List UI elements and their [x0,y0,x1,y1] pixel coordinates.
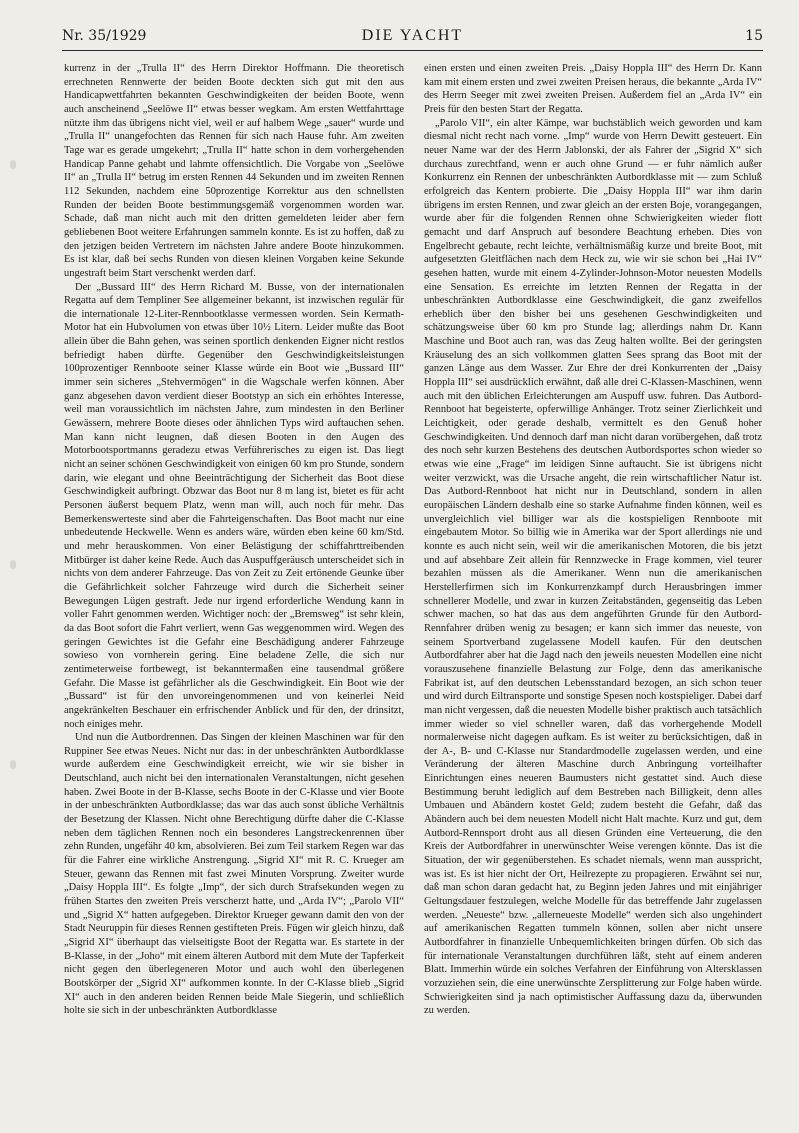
page-number: 15 [745,28,763,44]
magazine-title: DIE YACHT [361,27,464,44]
paragraph: Der „Bussard III“ des Herrn Richard M. Busse, von der internationalen Regatta auf dem Templiner See allgemeiner bekannt, ist inzwischen regulär für die internationale 12-Liter-Rennbootklasse vermessen worden. Sein Kermath-Motor hat ein Hubvolumen von etwas über 10½ Litern. Leider mußte das Boot allein über die Bahn gehen, was seinen sportlich denkenden Eigner nicht restlos befriedigt haben dürfte. Gegenüber den Geschwindigkeitsleistungen 100prozentiger Rennboote seiner Klasse würde ein Boot wie „Bussard III“ immer sein sicheres „Stehvermögen“ in die Wagschale werfen können. Aber ganz abgesehen davon verdient dieser Bootstyp an sich ein erhöhtes Interesse, weil man voraussichtlich im nächsten Jahre, zum mindesten in den Berliner Gewässern, mehrere Boote dieses oder ähnlichen Typs wird auftauchen sehen. Man kann nicht leugnen, daß diesen Booten in den Augen des Motorbootsportmanns geradezu etwas Verführerisches zu eigen ist. Das liegt nicht an seiner schönen Geschwindigkeit von einigen 60 km pro Stunde, sondern darin, wie elegant und ohne Beeinträchtigung der Sicherheit das Boot diese Geschwindigkeit aufbringt. Obzwar das Boot nur 8 m lang ist, bietet es für acht Personen äußerst bequem Platz, wenn man will, auch noch für mehr. Das Bemerkenswerteste sind aber die Fahrteigenschaften. Das Boot macht nur eine unbedeutende Heckwelle. Wenn es anders wäre, würden eben keine 60 km/Std. und mehr herauskommen. Von einer Belästigung der schiffahrttreibenden Mitbürger ist daher keine Rede. Auch das Auspuffgeräusch unterscheidet sich in nichts von dem anderer Fahrzeuge. Das von Zeit zu Zeit ertönende Geunke über die Gefährlichkeit solcher Fahrzeuge wird durch die Sicherheit seiner Bewegungen Lügen gestraft. Jede nur irgend erforderliche Wendung kann in voller Fahrt genommen werden. Wichtiger noch: der „Bremsweg“ ist sehr klein, da das Boot sofort die Fahrt verliert, wenn Gas weggenommen wird. Wegen des geringen Gewichtes ist die Gefahr eine Beschädigung anderer Fahrzeuge sowieso von vornherein gering. Eine beladene Zelle, die sich nur zentimeterweise fortbewegt, ist bekanntermaßen eine tausendmal größere Gefahr. Die Masse ist gefährlicher als die Geschwindigkeit. Ein Boot wie der „Bussard“ ist für den unvoreingenommenen und von keinerlei Neid angekränkelten Beschauer ein erfrischender Anblick und für den, der drinsitzt, noch einiges mehr. [64,281,405,730]
binding-holes [6,0,26,1133]
paragraph: einen ersten und einen zweiten Preis. „Daisy Hoppla III“ des Herrn Dr. Kann kam mit einem ersten und zwei zweiten Preisen heraus, die bekannte „Arda IV“ des Herrn Seeger mit zwei zweiten Preisen. Außerdem fiel an „Arda IV“ ein Preis für den besten Start der Regatta. [424,63,762,115]
paragraph: „Parolo VII“, ein alter Kämpe, war buchstäblich weich geworden und kam diesmal nicht recht nach vorne. „Imp“ wurde von Herrn Dewitt gesteuert. Ein neuer Name war der des Herrn Jablonski, der als Fahrer der „Sigrid X“ sich durchaus zurechtfand, wenn er auch ohne Grund — er fuhr nämlich außer Konkurrenz ein Rennen der unbeschränkten Autbordklasse mit — zum Schluß erfolgreich das Kentern probierte. Die „Daisy Hoppla III“ war ihm darin übrigens im ersten Rennen, und zwar gleich an der ersten Boje, vorangegangen, wurde aber für die folgenden Rennen ohne Schwierigkeiten wieder flott gemacht und darf Anspruch auf besondere Beachtung erheben. Dies von Engelbrecht gebaute, recht leichte, verhältnismäßig kurze und breite Boot, mit aufgesetzten Gleitflächen nach dem Heck zu, wie wir sie schon bei „Hai IV“ gesehen hatten, wurde mit einem 4-Zylinder-Johnson-Motor neuesten Modells eine Sensation. Es erreichte im letzten Rennen der Regatta in der unbeschränkten Autbordklasse eine Geschwindigkeit, die ganz zweifellos erheblich über den bisher bei uns gesehenen Geschwindigkeiten und schätzungsweise über 60 km pro Stunde lag; allerdings nahm Dr. Kann Maschine und Boot auch ran, was das Zeug halten wollte. Bei der geringsten Kräuselung des an sich vollkommen glatten Sees sprang das Boot mit der ganzen Länge aus dem Wasser. Zur Ehre der drei Konkurrenten der „Daisy Hoppla III“ sei ausdrücklich erwähnt, daß alle drei C-Klassen-Maschinen, wenn auch mit den üblichen Erleichterungen am Auspuff usw. fuhren. Das Autbord-Rennboot hat begeisterte, opferwillige Anhänger. Trotz seiner Zierlichkeit und Leichtigkeit, oder gerade deshalb, vermittelt es den Genuß hoher Geschwindigkeiten. Und dennoch darf man nicht daran vorübergehen, daß trotz des noch sehr kurzen Bestehens des deutschen Autbordsportes schon wieder so etwas wie eine „Frage“ im leidigen Sinne auftaucht. Sie ist übrigens nicht weiter verzwickt, was die Ursache angeht, die rein wirtschaftlicher Natur ist. Das Autbord-Rennboot hat nicht nur in Deutschland, sondern in allen europäischen Ländern deshalb eine so starke Aufnahme finden können, weil es unvergleichlich viel billiger war als die kostspieligen Rennboote mit eingebautem Motor. So billig wie in Amerika war der Sport allerdings nie und konnte es auch nicht sein, weil wir die amerikanischen Motoren, die bis jetzt und auf absehbare Zeit allein für Rennzwecke in Frage kommen, viel teurer bezahlen müssen als die Amerikaner. Wenn nun die amerikanischen Herstellerfirmen sich im Konkurrenzkampf durch Herausbringen immer schnellerer Modelle, und zwar in kurzen Zeitabständen, gegenseitig das Leben schwer machen, so hat das aus dem angeführten Grunde für den Autbord-Rennfahrer drüben wenig zu besagen; er kann sich immer das neueste, von seinem Sportverband zugelassene Modell kaufen. Für den deutschen Autbordfahrer aber hat die Jagd nach den jeweils neuesten Modellen eine nicht vorauszusehene finanzielle Belastung zur Folge, denn das amerikanische Fabrikat ist, auf den deutschen Lebensstandard bezogen, an sich schon teuer und wird durch Eiltransporte und sonstige Spesen noch kostspieliger. Dabei darf man nicht vergessen, daß die neuesten Modelle bisher praktisch auch tatsächlich immer wieder so viel schneller waren, daß das vorhergehende Modell normalerweise nicht dagegen aufkam. Es ist weiter zu berücksichtigen, daß in der A-, B- und C-Klasse nur Standardmodelle zugelassen werden, und eine Veränderung der älteren Maschine durch Anbringung vorteilhafter Einrichtungen eines neueren Baumusters nicht gestattet sind. Auch diese Bestimmung beruht lediglich auf dem Bestreben nach Billigkeit, denn alles Umbauen und Abändern kostet Geld; zudem besteht die Gefahr, daß das Abändern auch bei dem neuesten Modell nicht Halt machte. Kurz und gut, dem Autbord-Rennsport droht aus all diesen Gründen eine Verteuerung, die den Kreis der Autbordfahrer in unerwünschter Weise verengen könnte. Das ist die Situation, der wir gegenüberstehen. Es schadet niemals, wenn man ausspricht, was ist. Es ist hier nicht der Ort, Heilrezepte zu propagieren. Erwähnt sei nur, daß man schon daran gedacht hat, zu Beginn jeden Jahres und mit einjähriger Geltungsdauer festzulegen, welche Modelle für das betreffende Jahr zugelassen werden. „Neueste“ bzw. „allerneueste Modelle“ werden sich also ungehindert auf amerikanischen Regatten tummeln können, sollen aber nicht unsere Autbordfahrer in finanzielle Unbequemlichkeiten bringen dürfen. Ob sich das für internationale Veranstaltungen durchführen läßt, steht auf einem anderen Blatt. Immerhin würde ein solches Verfahren der Einführung von Altersklassen vorzuziehen sein, die eine unerwünschte Zersplitterung zur Folge haben würde. Schwierigkeiten sind ja nach optimistischer Auffassung dazu da, überwunden zu werden. [424,117,762,1017]
issue-number: Nr. 35/1929 [62,28,147,44]
header-rule [62,50,763,51]
binding-hole [10,560,16,569]
right-column [424,62,762,1018]
paragraph: Und nun die Autbordrennen. Das Singen der kleinen Maschinen war für den Ruppiner See etwas Neues. Nicht nur das: in der unbeschränkten Autbordklasse wurde außerdem eine Geschwindigkeit erreicht, wie wir sie bisher in Deutschland, auch nicht bei den internationalen Veranstaltungen, nicht gesehen haben. Zwei Boote in der B-Klasse, sechs Boote in der C-Klasse und vier Boote in der unbeschränkten Autbordklasse; das war das auch sonst übliche Verhältnis der Besetzung der Klassen. Nicht ohne Berechtigung dürfte daher die C-Klasse neben dem täglichen Rennen noch ein besonderes Langstreckenrennen über zehn Runden, ungefähr 40 km, absolvieren. Bei zum Teil starkem Regen war das für die Fahrer eine wirkliche Anstrengung. „Sigrid XI“ mit R. C. Krueger am Steuer, gewann das Rennen mit fast zwei Minuten Vorsprung. Zweiter wurde „Daisy Hoppla III“. Es folgte „Imp“, der sich durch Strafsekunden wegen zu frühen Startes den zweiten Preis verscherzt hatte, und „Arda IV“; „Parolo VII“ und „Sigrid X“ hatten aufgegeben. Direktor Krueger gewann damit den von der Stadt Neuruppin für dieses Rennen gestifteten Preis. Fügen wir gleich hinzu, daß „Sigrid XI“ überhaupt das vielseitigste Boot der Regatta war. Es startete in der B-Klasse, in der „Joho“ mit einem älteren Autbord mit dem Mute der Tapferkeit nicht gegen den überlegeneren Motor und auch wohl den überlegenen Bootskörper der „Sigrid XI“ aufkommen konnte. In der C-Klasse blieb „Sigrid XI“ auch in den anderen beiden Rennen beide Male Siegerin, und schließlich holte sie sich in der unbeschränkten Autbordklasse [64,732,404,1017]
binding-hole [10,760,16,769]
left-column [64,62,404,1018]
paragraph: kurrenz in der „Trulla II“ des Herrn Direktor Hoffmann. Die theoretisch errechneten Rennwerte der beiden Boote deckten sich gut mit den aus Handicapwettfahrten bekannten Geschwindigkeiten der beiden Boote, wenn auch anscheinend „Seelöwe II“ etwas besser wegkam. Am ersten Wettfahrttage nützte ihm das übrigens nicht viel, weil er auf halbem Wege „sauer“ wurde und „Trulla II“ unangefochten das Rennen für sich nach Hause fuhr. Am zweiten Tage war es gerade umgekehrt; „Trulla II“ hatte schon in dem vorhergehenden Handicap Panne gehabt und lahmte offensichtlich. Die Vorgabe von „Seelöwe II“ an „Trulla II“ betrug im ersten Rennen 44 Sekunden und im zweiten Rennen 112 Sekunden, nachdem eine 50prozentige Korrektur aus den schnellsten Runden der beiden Boote bestimmungsgemäß vorgenommen worden war. Schade, daß man nicht auch mit den dritten gemeldeten leider aber fern gebliebenen Boot weitere Erfahrungen sammeln konnte. Es ist zu hoffen, daß zu den jetzigen beiden Vertretern im nächsten Jahre andere Boote hinzukommen. Es ist klar, daß bei sechs Runden von diesen kleinen Vorgaben keine Sekunde ungestraft beim Start verschenkt werden darf. [64,63,404,279]
binding-hole [10,160,16,169]
page-header [62,28,763,50]
